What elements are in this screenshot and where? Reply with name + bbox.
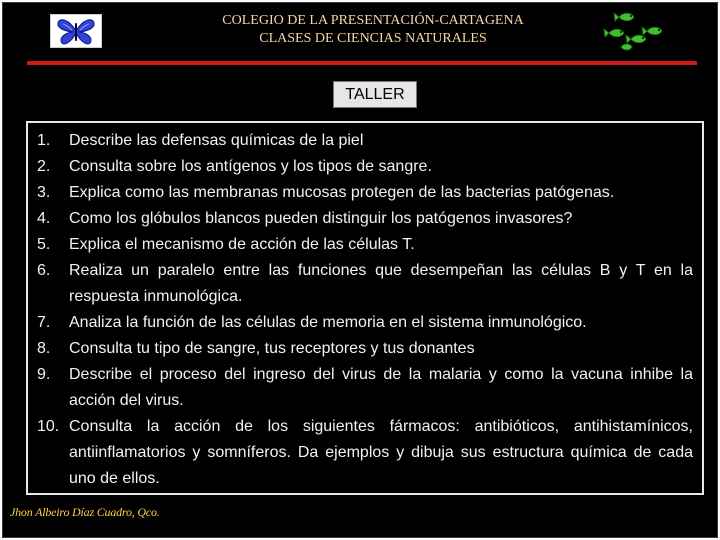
list-item (37, 258, 693, 310)
header-divider (27, 61, 697, 65)
item-text: Realiza un paralelo entre las funciones que desempeñan las células B y T en la respuesta inmunológica. (69, 262, 693, 305)
author-signature: Jhon Albeiro Díaz Cuadro, Qco. (10, 505, 160, 519)
list-item (37, 362, 693, 414)
taller-badge: TALLER (333, 81, 417, 108)
header-title (153, 12, 593, 48)
list-item (37, 206, 693, 232)
item-text: Consulta sobre los antígenos y los tipos de sangre. (69, 158, 432, 175)
list-item (37, 336, 693, 362)
list-item (37, 128, 693, 154)
item-number: 10. (37, 418, 60, 435)
item-number: 9. (37, 366, 51, 383)
item-number: 7. (37, 314, 51, 331)
item-text: Explica el mecanismo de acción de las células T. (69, 236, 415, 253)
green-fish-school-icon (601, 9, 673, 57)
item-number: 6. (37, 262, 51, 279)
item-text: Explica como las membranas mucosas protegen de las bacterias patógenas. (69, 184, 615, 201)
class-name: CLASES DE CIENCIAS NATURALES (259, 31, 487, 46)
item-text: Describe las defensas químicas de la piel (69, 132, 364, 149)
item-number: 1. (37, 132, 51, 149)
questions-list (37, 128, 693, 492)
item-text: Describe el proceso del ingreso del virus de la malaria y como la vacuna inhibe la acción del virus. (69, 366, 693, 409)
list-item (37, 232, 693, 258)
school-name: COLEGIO DE LA PRESENTACIÓN-CARTAGENA (222, 13, 524, 28)
item-text: Consulta tu tipo de sangre, tus receptores y tus donantes (69, 340, 475, 357)
slide (2, 2, 718, 538)
list-item (37, 414, 693, 492)
item-text: Consulta la acción de los siguientes fármacos: antibióticos, antihistamínicos, antiinflamatorios y somníferos. Da ejemplos y dibuja sus estructura química de cada uno de ellos. (69, 418, 693, 487)
list-item (37, 180, 693, 206)
item-number: 3. (37, 184, 51, 201)
list-item (37, 310, 693, 336)
blue-butterfly-icon (50, 14, 102, 48)
item-text: Analiza la función de las células de memoria en el sistema inmunológico. (69, 314, 587, 331)
item-text: Como los glóbulos blancos pueden distinguir los patógenos invasores? (69, 210, 573, 227)
item-number: 8. (37, 340, 51, 357)
item-number: 5. (37, 236, 51, 253)
item-number: 2. (37, 158, 51, 175)
item-number: 4. (37, 210, 51, 227)
list-item (37, 154, 693, 180)
